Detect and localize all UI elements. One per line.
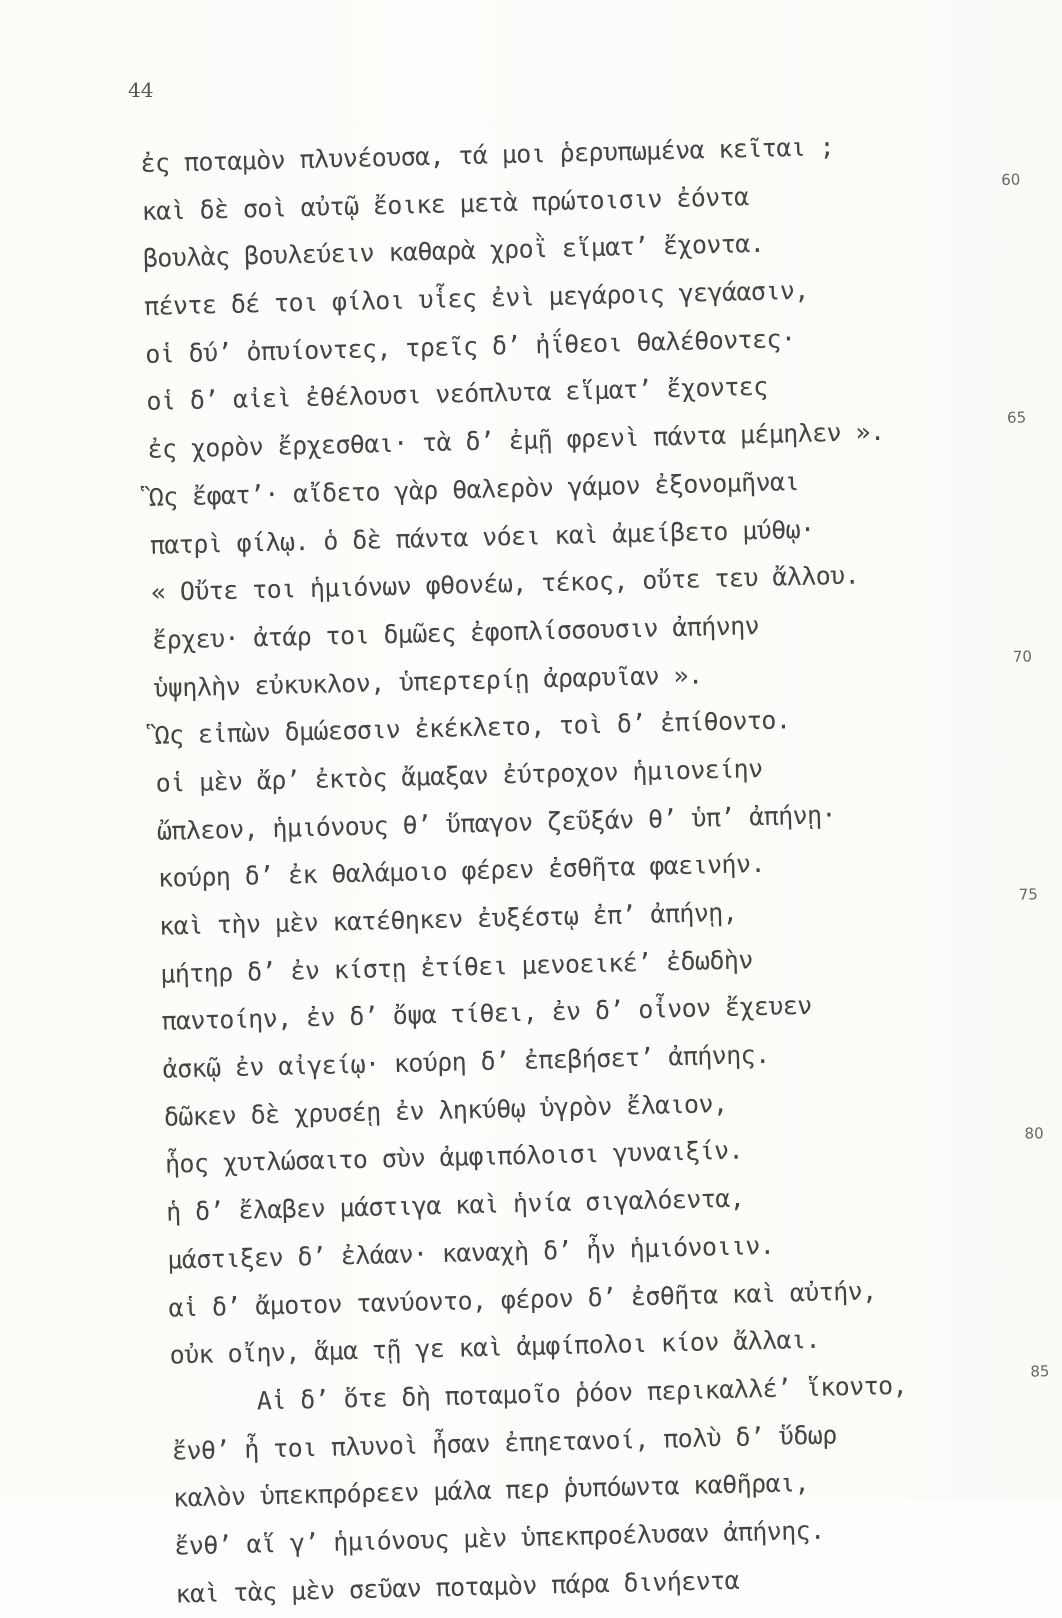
verse-line: καλὸν ὑπεκπρόρεεν μάλα περ ῥυπόωντα καθῆραι, [172, 1468, 810, 1513]
verse-line: ὑψηλὴν εὐκυκλον, ὑπερτερίῃ ἀραρυῖαν ». [153, 659, 703, 703]
line-number: 85 [1030, 1362, 1050, 1381]
verse-line: Ὣς ἔφατ’· αἴδετο γὰρ θαλερὸν γάμον ἐξονομῆναι [148, 466, 800, 512]
verse-line: μάστιξεν δ’ ἐλάαν· καναχὴ δ’ ἦν ἡμιόνοιιν. [167, 1230, 775, 1275]
verse-line: παντοίην, ἐν δ’ ὄψα τίθει, ἐν δ’ οἶνον ἔχευεν [161, 991, 813, 1037]
verse-line: ἐς ποταμὸν πλυνέουσα, τά μοι ῥερυπωμένα κεῖται ; [140, 132, 835, 178]
verse-line: Αἱ δ’ ὅτε δὴ ποταμοῖο ῥόον περικαλλέ’ ἵκοντο, [256, 1370, 908, 1416]
verse-line: καὶ τὰς μὲν σεῦαν ποταμὸν πάρα δινήεντα [175, 1565, 740, 1609]
line-number: 80 [1024, 1123, 1044, 1143]
verse-line: βουλὰς βουλεύειν καθαρὰ χροῒ εἵματ’ ἔχοντα. [142, 229, 765, 274]
line-number: 75 [1018, 885, 1039, 904]
line-number: 65 [1006, 408, 1027, 428]
verse-line: « Οὔτε τοι ἡμιόνων φθονέω, τέκος, οὔτε τευ ἄλλου. [150, 560, 860, 608]
verse-line: κούρη δ’ ἐκ θαλάμοιο φέρεν ἐσθῆτα φαεινήν. [157, 849, 766, 894]
verse-line: δῶκεν δὲ χρυσέῃ ἐν ληκύθῳ ὑγρὸν ἔλαιον, [163, 1088, 728, 1132]
verse-line: αἱ δ’ ἄμοτον τανύοντο, φέρον δ’ ἐσθῆτα καὶ αὐτήν, [168, 1275, 877, 1323]
verse-line: ἐς χορὸν ἔρχεσθαι· τὰ δ’ ἐμῇ φρενὶ πάντα μέμηλεν ». [147, 417, 885, 465]
line-number: 70 [1012, 647, 1033, 666]
verse-line: ὤπλεον, ἡμιόνους θ’ ὕπαγον ζεῦξάν θ’ ὑπ’ ἀπήνῃ· [156, 799, 837, 846]
verse-line: ἔνθ’ ἦ τοι πλυνοὶ ἦσαν ἐπηετανοί, πολὺ δ’ ὕδωρ [171, 1419, 837, 1466]
verse-line: ἔρχευ· ἀτάρ τοι δμῶες ἐφοπλίσσουσιν ἀπήνην [151, 610, 760, 655]
verse-line: καὶ τὴν μὲν κατέθηκεν ἐυξέστῳ ἐπ’ ἀπήνῃ, [158, 897, 738, 941]
verse-line: ἔνθ’ αἵ γ’ ἡμιόνους μὲν ὑπεκπροέλυσαν ἀπήνης. [174, 1515, 825, 1561]
verse-line: ἧος χυτλώσαιτο σὺν ἀμφιπόλοισι γυναιξίν. [164, 1136, 744, 1180]
verse-line: μήτηρ δ’ ἐν κίστῃ ἐτίθει μενοεικέ’ ἐδωδὴν [160, 944, 754, 989]
verse-line: πατρὶ φίλῳ. ὁ δὲ πάντα νόει καὶ ἀμείβετο μύθῳ· [149, 514, 815, 560]
page-number: 44 [128, 78, 154, 102]
verse-line: οἱ δύ’ ὀπυίοντες, τρεῖς δ’ ἠΐθεοι θαλέθοντες· [144, 323, 796, 369]
verse-line: οἱ δ’ αἰεὶ ἐθέλουσι νεόπλυτα εἵματ’ ἔχοντες [146, 372, 768, 417]
verse-line: πέντε δέ τοι φίλοι υἷες ἐνὶ μεγάροις γεγάασιν, [143, 275, 809, 322]
verse-block [140, 120, 1050, 1617]
verse-line: καὶ δὲ σοὶ αὐτῷ ἔοικε μετὰ πρώτοισιν ἐόντα [141, 181, 749, 226]
line-number: 60 [1001, 170, 1021, 189]
verse-line: Ὣς εἰπὼν δμώεσσιν ἐκέκλετο, τοὶ δ’ ἐπίθοντο. [154, 705, 791, 751]
verse-line: ἡ δ’ ἔλαβεν μάστιγα καὶ ἡνία σιγαλόεντα, [165, 1183, 745, 1227]
verse-line: οἱ μὲν ἄρ’ ἐκτὸς ἄμαξαν ἐύτροχον ἡμιονείην [155, 753, 763, 798]
verse-line: ἀσκῷ ἐν αἰγείῳ· κούρη δ’ ἐπεβήσετ’ ἀπήνης. [162, 1039, 770, 1084]
verse-line: οὐκ οἴην, ἅμα τῇ γε καὶ ἀμφίπολοι κίον ἄλλαι. [169, 1324, 821, 1370]
